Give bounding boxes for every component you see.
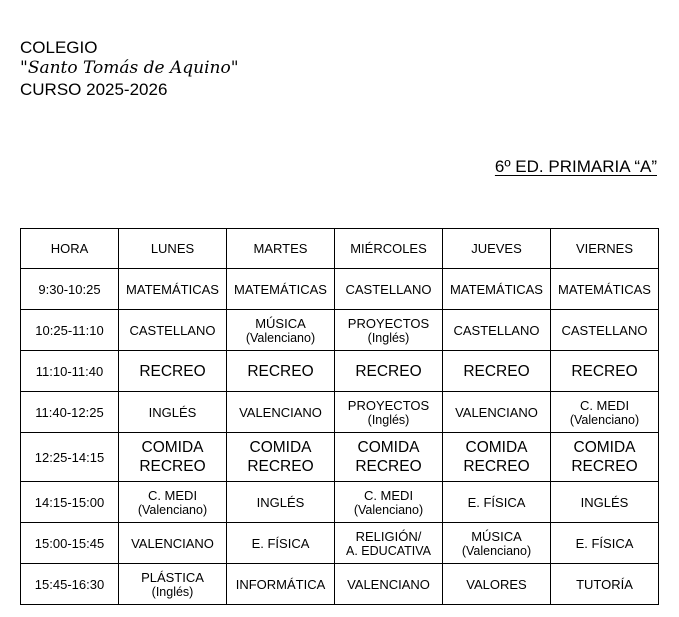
header-college-label: COLEGIO bbox=[20, 38, 98, 57]
table-row bbox=[21, 269, 659, 310]
subject-cell bbox=[119, 269, 227, 310]
time-slot-cell: 15:00-15:45 bbox=[21, 523, 119, 564]
subject-name: MATEMÁTICAS bbox=[450, 281, 543, 297]
subject-name: MATEMÁTICAS bbox=[126, 281, 219, 297]
subject-detail: (Inglés) bbox=[367, 412, 410, 427]
subject-name: INGLÉS bbox=[256, 494, 305, 510]
subject-name: VALENCIANO bbox=[131, 535, 214, 551]
subject-name: VALENCIANO bbox=[347, 576, 430, 592]
subject-name: PROYECTOS bbox=[347, 397, 430, 413]
subject-detail: (Valenciano) bbox=[353, 502, 424, 517]
subject-cell bbox=[227, 392, 335, 433]
schedule-table bbox=[20, 228, 659, 605]
subject-name: RELIGIÓN/ bbox=[355, 528, 422, 544]
column-header-viernes: VIERNES bbox=[551, 229, 659, 269]
subject-name: CASTELLANO bbox=[453, 322, 540, 338]
subject-cell bbox=[551, 482, 659, 523]
subject-detail: (Inglés) bbox=[151, 584, 194, 599]
table-row bbox=[21, 310, 659, 351]
subject-name: VALENCIANO bbox=[455, 404, 538, 420]
subject-name: VALORES bbox=[466, 576, 527, 592]
subject-cell bbox=[551, 564, 659, 605]
subject-cell bbox=[335, 482, 443, 523]
header-school-year: CURSO 2025-2026 bbox=[20, 80, 168, 99]
subject-cell bbox=[335, 310, 443, 351]
subject-name: C. MEDI bbox=[579, 397, 630, 413]
subject-cell bbox=[119, 310, 227, 351]
subject-cell bbox=[551, 269, 659, 310]
subject-cell bbox=[443, 564, 551, 605]
subject-cell bbox=[227, 564, 335, 605]
class-title: 6º ED. PRIMARIA “A” bbox=[494, 157, 657, 176]
column-header-miercoles: MIÉRCOLES bbox=[335, 229, 443, 269]
subject-name: C. MEDI bbox=[363, 487, 414, 503]
subject-cell bbox=[443, 351, 551, 392]
subject-cell bbox=[335, 351, 443, 392]
subject-cell bbox=[443, 482, 551, 523]
subject-cell bbox=[119, 564, 227, 605]
subject-cell bbox=[119, 433, 227, 482]
subject-name: COMIDA bbox=[141, 439, 204, 456]
subject-name: C. MEDI bbox=[147, 487, 198, 503]
table-row bbox=[21, 351, 659, 392]
time-slot-cell: 14:15-15:00 bbox=[21, 482, 119, 523]
table-row bbox=[21, 482, 659, 523]
school-header bbox=[20, 37, 239, 100]
subject-cell bbox=[551, 310, 659, 351]
subject-name: E. FÍSICA bbox=[575, 535, 634, 551]
subject-cell bbox=[227, 433, 335, 482]
time-slot-cell: 12:25-14:15 bbox=[21, 433, 119, 482]
subject-name: RECREO bbox=[355, 362, 422, 380]
subject-cell bbox=[443, 433, 551, 482]
column-header-hora: HORA bbox=[21, 229, 119, 269]
subject-cell bbox=[227, 351, 335, 392]
subject-detail: (Valenciano) bbox=[245, 330, 316, 345]
subject-detail: RECREO bbox=[139, 458, 206, 475]
table-row bbox=[21, 564, 659, 605]
subject-cell bbox=[119, 351, 227, 392]
column-header-lunes: LUNES bbox=[119, 229, 227, 269]
subject-name: PLÁSTICA bbox=[141, 569, 204, 585]
subject-cell bbox=[119, 482, 227, 523]
time-slot-cell: 15:45-16:30 bbox=[21, 564, 119, 605]
subject-cell bbox=[335, 269, 443, 310]
subject-detail: (Valenciano) bbox=[569, 412, 640, 427]
time-slot-cell: 9:30-10:25 bbox=[21, 269, 119, 310]
subject-name: RECREO bbox=[463, 362, 530, 380]
subject-cell bbox=[551, 351, 659, 392]
table-row bbox=[21, 433, 659, 482]
subject-cell bbox=[227, 523, 335, 564]
time-slot-cell: 11:10-11:40 bbox=[21, 351, 119, 392]
time-slot-cell: 10:25-11:10 bbox=[21, 310, 119, 351]
subject-cell bbox=[551, 523, 659, 564]
subject-name: E. FÍSICA bbox=[467, 494, 526, 510]
subject-detail: (Inglés) bbox=[367, 330, 410, 345]
subject-cell bbox=[227, 310, 335, 351]
subject-name: COMIDA bbox=[573, 439, 636, 456]
subject-name: INFORMÁTICA bbox=[235, 576, 326, 592]
subject-cell bbox=[335, 392, 443, 433]
subject-cell bbox=[335, 564, 443, 605]
table-row bbox=[21, 392, 659, 433]
subject-detail: RECREO bbox=[247, 458, 314, 475]
subject-cell bbox=[227, 482, 335, 523]
header-row bbox=[21, 229, 659, 269]
subject-cell bbox=[119, 523, 227, 564]
subject-cell bbox=[335, 523, 443, 564]
subject-cell bbox=[335, 433, 443, 482]
subject-name: E. FÍSICA bbox=[251, 535, 310, 551]
subject-name: COMIDA bbox=[249, 439, 312, 456]
subject-cell bbox=[443, 310, 551, 351]
time-slot-cell: 11:40-12:25 bbox=[21, 392, 119, 433]
subject-detail: RECREO bbox=[355, 458, 422, 475]
subject-cell bbox=[551, 433, 659, 482]
subject-cell bbox=[443, 269, 551, 310]
subject-name: PROYECTOS bbox=[347, 315, 430, 331]
subject-name: CASTELLANO bbox=[129, 322, 216, 338]
subject-name: RECREO bbox=[139, 362, 206, 380]
column-header-martes: MARTES bbox=[227, 229, 335, 269]
subject-cell bbox=[227, 269, 335, 310]
subject-name: CASTELLANO bbox=[561, 322, 648, 338]
subject-name: MATEMÁTICAS bbox=[234, 281, 327, 297]
subject-cell bbox=[443, 392, 551, 433]
table-row bbox=[21, 523, 659, 564]
subject-detail: RECREO bbox=[571, 458, 638, 475]
column-header-jueves: JUEVES bbox=[443, 229, 551, 269]
subject-cell bbox=[551, 392, 659, 433]
subject-name: COMIDA bbox=[357, 439, 420, 456]
subject-detail: A. EDUCATIVA bbox=[346, 543, 431, 558]
subject-name: INGLÉS bbox=[148, 404, 197, 420]
subject-name: VALENCIANO bbox=[239, 404, 322, 420]
subject-name: MÚSICA bbox=[255, 315, 306, 331]
subject-name: COMIDA bbox=[465, 439, 528, 456]
subject-name: TUTORÍA bbox=[576, 576, 633, 592]
subject-name: INGLÉS bbox=[580, 494, 629, 510]
subject-cell bbox=[119, 392, 227, 433]
subject-name: RECREO bbox=[571, 362, 638, 380]
subject-cell bbox=[443, 523, 551, 564]
subject-name: RECREO bbox=[247, 362, 314, 380]
subject-detail: RECREO bbox=[463, 458, 530, 475]
subject-name: MATEMÁTICAS bbox=[558, 281, 651, 297]
subject-name: MÚSICA bbox=[471, 528, 522, 544]
subject-detail: (Valenciano) bbox=[137, 502, 208, 517]
header-school-name: "Santo Tomás de Aquino" bbox=[20, 58, 239, 78]
subject-name: CASTELLANO bbox=[345, 281, 432, 297]
subject-detail: (Valenciano) bbox=[461, 543, 532, 558]
